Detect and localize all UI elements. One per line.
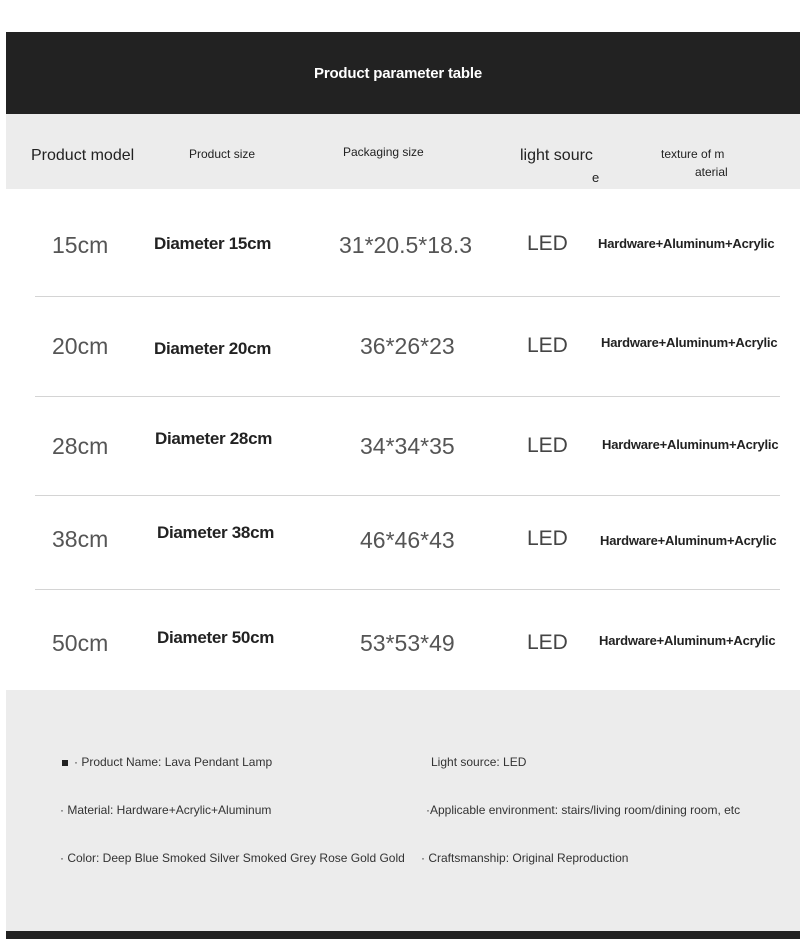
row-size: Diameter 20cm [154, 339, 272, 358]
header-texture-wrap: aterial [695, 165, 728, 179]
header-product-size: Product size [189, 147, 256, 161]
table-header [6, 114, 800, 189]
row-texture: Hardware+Aluminum+Acrylic [601, 335, 778, 350]
product-info-panel [6, 690, 800, 931]
bullet-square-icon [62, 760, 68, 766]
info-light-source: Light source: LED [431, 755, 527, 769]
header-light-source-wrap: e [592, 170, 600, 185]
bottom-bar [6, 931, 800, 939]
row-model: 20cm [52, 333, 109, 359]
row-packaging: 34*34*35 [360, 433, 455, 459]
row-light-source: LED [527, 527, 568, 550]
table-title-banner [6, 32, 800, 114]
row-packaging: 46*46*43 [360, 527, 455, 553]
info-environment: ·Applicable environment: stairs/living room/dining room, etc [426, 803, 741, 817]
row-packaging: 53*53*49 [360, 630, 455, 656]
row-texture: Hardware+Aluminum+Acrylic [598, 236, 775, 251]
row-light-source: LED [527, 631, 568, 654]
info-craftsmanship: · Craftsmanship: Original Reproduction [421, 851, 629, 865]
row-light-source: LED [527, 434, 568, 457]
row-model: 15cm [52, 232, 109, 258]
row-packaging: 31*20.5*18.3 [339, 232, 473, 258]
row-model: 38cm [52, 526, 109, 552]
row-light-source: LED [527, 232, 568, 255]
table-title: Product parameter table [314, 64, 482, 82]
header-texture: texture of m [661, 147, 725, 161]
info-product-name: · Product Name: Lava Pendant Lamp [62, 755, 272, 769]
row-size: Diameter 28cm [155, 429, 273, 448]
info-color: · Color: Deep Blue Smoked Silver Smoked Grey Rose Gold Gold [60, 851, 405, 865]
row-model: 28cm [52, 433, 109, 459]
table-row [0, 196, 800, 296]
row-texture: Hardware+Aluminum+Acrylic [602, 437, 779, 452]
row-texture: Hardware+Aluminum+Acrylic [600, 533, 777, 548]
row-size: Diameter 15cm [154, 234, 272, 253]
info-material: · Material: Hardware+Acrylic+Aluminum [60, 803, 272, 817]
row-size: Diameter 38cm [157, 523, 275, 542]
table-row [0, 297, 800, 397]
row-packaging: 36*26*23 [360, 333, 455, 359]
row-model: 50cm [52, 630, 109, 656]
header-light-source: light sourc [520, 147, 593, 164]
table-row [0, 397, 800, 497]
header-packaging-size: Packaging size [343, 145, 424, 159]
row-light-source: LED [527, 334, 568, 357]
row-texture: Hardware+Aluminum+Acrylic [599, 633, 776, 648]
row-size: Diameter 50cm [157, 628, 275, 647]
header-product-model: Product model [31, 147, 135, 164]
table-row [0, 590, 800, 690]
table-row [0, 496, 800, 596]
